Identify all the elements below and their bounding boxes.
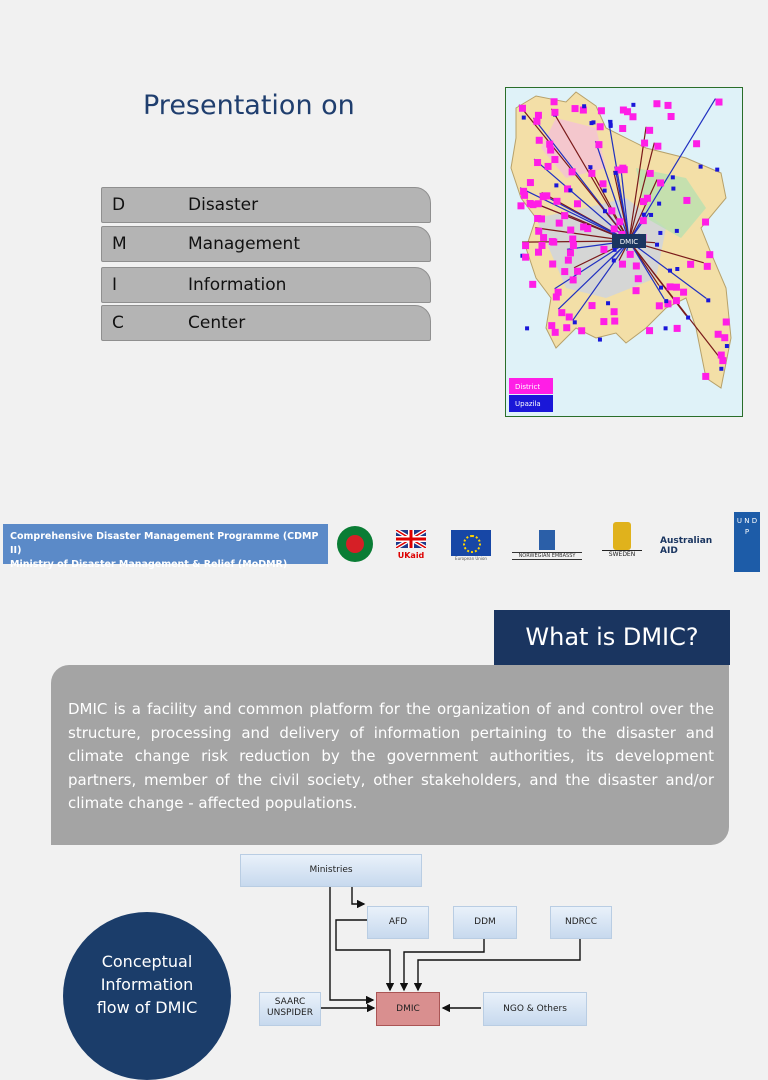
presentation-title: Presentation on (143, 90, 355, 121)
acronym-letter: M (112, 234, 127, 254)
sweden-logo: SWEDEN (602, 522, 642, 558)
legend-district-label: District (515, 383, 541, 391)
saarc-unspider-node (259, 992, 321, 1026)
afd-node: AFD (367, 906, 429, 939)
acronym-letter: D (112, 195, 126, 215)
dmic-node: DMIC (376, 992, 440, 1026)
acronym-letter: C (112, 313, 124, 333)
acronym-letter: I (112, 275, 118, 295)
ministries-node: Ministries (240, 854, 422, 887)
acronym-word: Center (188, 313, 246, 333)
section-heading: What is DMIC? (494, 610, 730, 665)
programme-name: Comprehensive Disaster Management Programme (CDMP II) (10, 531, 319, 556)
badge-line-1: Conceptual (101, 952, 193, 971)
map-center-label: DMIC (619, 238, 639, 246)
australian-aid-logo: Australian AID (660, 536, 713, 556)
acronym-word: Disaster (188, 195, 259, 215)
ddm-node: DDM (453, 906, 517, 939)
definition-text: DMIC is a facility and common platform for the organization of and control over the structure, processing and delivery of information pertaining to the disaster and climate change risk reduction by the government authorities, its development partners, member of the civil society, other stakeholders, and the disaster and/or climate change - affected populations. (68, 700, 714, 812)
legend-upazila-label: Upazila (515, 400, 541, 408)
eu-logo: European Union (451, 530, 491, 561)
ministry-name: Ministry of Disaster Management & Relief (MoDMR) (10, 559, 288, 570)
ukaid-logo: UKaid (396, 530, 426, 560)
norwegian-embassy-logo: NORWEGIAN EMBASSY (512, 530, 582, 560)
acronym-word: Information (188, 275, 287, 295)
unspider-label: UNSPIDER (267, 1008, 313, 1018)
ndrcc-node: NDRCC (550, 906, 612, 939)
badge-line-3: flow of DMIC (96, 998, 198, 1017)
ngo-others-node: NGO & Others (483, 992, 587, 1026)
badge-line-2: Information (100, 975, 194, 994)
undp-logo: U N D P (734, 512, 760, 572)
acronym-word: Management (188, 234, 300, 254)
saarc-label: SAARC (274, 997, 306, 1007)
